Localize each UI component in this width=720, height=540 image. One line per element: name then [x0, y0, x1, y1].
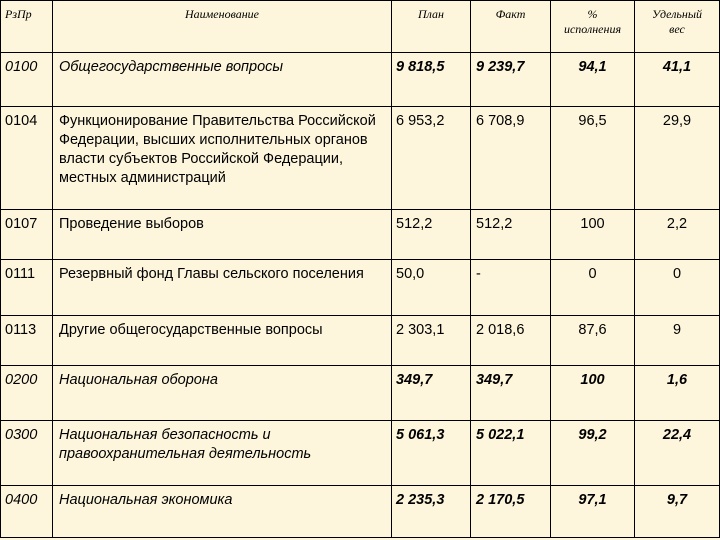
row-fact: 5 022,1	[471, 421, 551, 486]
row-name: Другие общегосударственные вопросы	[53, 316, 392, 366]
row-percent: 99,2	[551, 421, 635, 486]
header-percent	[551, 1, 635, 53]
row-plan: 6 953,2	[392, 107, 471, 210]
row-fact: 512,2	[471, 210, 551, 260]
header-plan: План	[392, 1, 471, 53]
table-row	[1, 316, 720, 366]
row-fact: 349,7	[471, 366, 551, 421]
row-code: 0111	[1, 260, 53, 316]
header-share-line1: Удельный	[652, 7, 702, 21]
row-name: Функционирование Правительства Российской Федерации, высших исполнительных органов власти субъектов Российской Федерации, местных администраций	[53, 107, 392, 210]
row-plan: 9 818,5	[392, 53, 471, 107]
row-plan: 5 061,3	[392, 421, 471, 486]
header-percent-line2: исполнения	[563, 22, 622, 36]
row-plan: 349,7	[392, 366, 471, 421]
row-code: 0300	[1, 421, 53, 486]
row-fact: 2 170,5	[471, 486, 551, 538]
row-share: 9	[635, 316, 720, 366]
header-fact: Факт	[471, 1, 551, 53]
header-code: РзПр	[1, 1, 53, 53]
row-share: 22,4	[635, 421, 720, 486]
row-percent: 96,5	[551, 107, 635, 210]
row-fact: 6 708,9	[471, 107, 551, 210]
row-name: Национальная безопасность и правоохранительная деятельность	[53, 421, 392, 486]
table-row	[1, 53, 720, 107]
header-name: Наименование	[53, 1, 392, 53]
row-percent: 100	[551, 366, 635, 421]
row-percent: 100	[551, 210, 635, 260]
row-share: 41,1	[635, 53, 720, 107]
row-plan: 2 303,1	[392, 316, 471, 366]
row-share: 29,9	[635, 107, 720, 210]
header-percent-line1: %	[587, 7, 598, 21]
row-plan: 2 235,3	[392, 486, 471, 538]
row-percent: 94,1	[551, 53, 635, 107]
row-name: Резервный фонд Главы сельского поселения	[53, 260, 392, 316]
row-code: 0400	[1, 486, 53, 538]
row-name: Национальная оборона	[53, 366, 392, 421]
header-share-line2: вес	[669, 22, 685, 36]
row-name: Национальная экономика	[53, 486, 392, 538]
table-header-row	[1, 1, 720, 53]
row-percent: 97,1	[551, 486, 635, 538]
row-plan: 50,0	[392, 260, 471, 316]
table-row	[1, 421, 720, 486]
row-code: 0104	[1, 107, 53, 210]
table-row	[1, 486, 720, 538]
row-share: 0	[635, 260, 720, 316]
row-code: 0107	[1, 210, 53, 260]
row-fact: 2 018,6	[471, 316, 551, 366]
row-name: Общегосударственные вопросы	[53, 53, 392, 107]
row-name: Проведение выборов	[53, 210, 392, 260]
row-plan: 512,2	[392, 210, 471, 260]
row-code: 0113	[1, 316, 53, 366]
table-row	[1, 366, 720, 421]
row-share: 1,6	[635, 366, 720, 421]
row-code: 0200	[1, 366, 53, 421]
table-row	[1, 107, 720, 210]
row-code: 0100	[1, 53, 53, 107]
row-share: 9,7	[635, 486, 720, 538]
table-row	[1, 210, 720, 260]
row-percent: 0	[551, 260, 635, 316]
row-fact: 9 239,7	[471, 53, 551, 107]
row-percent: 87,6	[551, 316, 635, 366]
row-fact: -	[471, 260, 551, 316]
table-row	[1, 260, 720, 316]
header-share	[635, 1, 720, 53]
row-share: 2,2	[635, 210, 720, 260]
